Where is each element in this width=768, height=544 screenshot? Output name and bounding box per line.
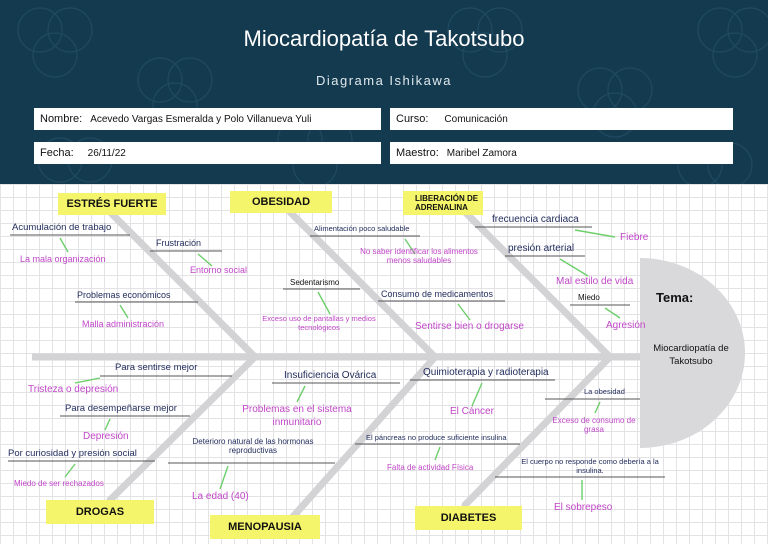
category-estres-fuerte: ESTRÉS FUERTE [58, 193, 166, 215]
nombre-label: Nombre: [40, 113, 83, 125]
cause-sedentarismo: Sedentarismo [290, 278, 340, 287]
nombre-value: Acevedo Vargas Esmeralda y Polo Villanueva Yuli [90, 113, 312, 125]
page-subtitle: Diagrama Ishikawa [315, 73, 453, 88]
cause-consumo-medicamentos: Consumo de medicamentos [381, 289, 494, 299]
tema-label: Tema: [656, 290, 694, 305]
category-obesidad: OBESIDAD [230, 191, 332, 213]
category-diabetes: DIABETES [415, 506, 522, 530]
subcause-el-cancer: El Cáncer [450, 406, 494, 417]
cause-curiosidad-presion-social: Por curiosidad y presión social [8, 448, 137, 459]
subcause-la-edad: La edad (40) [192, 491, 249, 502]
subcause-sentirse-bien: Sentirse bien o drogarse [415, 321, 524, 332]
subcause-fiebre: Fiebre [620, 232, 649, 243]
curso-value: Comunicación [444, 113, 508, 125]
cause-para-desempenarse-mejor: Para desempeñarse mejor [65, 403, 177, 414]
cause-quimioterapia-radioterapia: Quimioterapia y radioterapia [423, 367, 549, 378]
subcause-no-saber-identificar: No saber identificar los alimentos menos saludables [360, 247, 478, 266]
subcause-tristeza-depresion: Tristeza o depresión [28, 384, 119, 395]
subcause-sistema-inmunitario: Problemas en el sistema inmunitario [242, 404, 352, 428]
fecha-label: Fecha: [40, 147, 74, 159]
cause-deterioro-hormonas: Deterioro natural de las hormonas reproductivas [192, 437, 314, 456]
cause-problemas-economicos: Problemas económicos [77, 290, 171, 300]
subcause-malla-administracion: Malla administración [82, 319, 165, 329]
subcause-mala-organizacion: La mala organización [20, 254, 106, 264]
category-liberacion-adrenalina: LIBERACIÓN DE ADRENALINA [403, 191, 483, 215]
maestro-value: Maribel Zamora [446, 147, 517, 159]
cause-acumulacion-trabajo: Acumulación de trabajo [12, 222, 112, 233]
subcause-exceso-grasa: Exceso de consumo de grasa [552, 416, 636, 435]
category-menopausia: MENOPAUSIA [210, 515, 320, 539]
cause-insuficiencia-ovarica: Insuficiencia Ovárica [284, 370, 377, 381]
subcause-falta-actividad-fisica: Falta de actividad Física [387, 463, 474, 472]
subcause-mal-estilo-vida: Mal estilo de vida [556, 276, 634, 287]
cause-presion-arterial: presión arterial [508, 243, 575, 254]
cause-pancreas-insulina: El páncreas no produce suficiente insulina [366, 433, 507, 442]
cause-miedo: Miedo [578, 293, 600, 302]
cause-para-sentirse-mejor: Para sentirse mejor [115, 362, 198, 373]
cause-frecuencia-cardiaca: frecuencia cardiaca [492, 214, 579, 225]
subcause-entorno-social: Entorno social [190, 265, 248, 275]
subcause-el-sobrepeso: El sobrepeso [554, 502, 613, 513]
cause-cuerpo-no-responde: El cuerpo no responde como debería a la insulina. [521, 457, 659, 475]
cause-frustracion: Frustración [156, 238, 202, 248]
subcause-depresion: Depresión [83, 431, 129, 442]
subcause-agresion: Agresión [606, 320, 646, 331]
tema-value: Miocardiopatía de Takotsubo [653, 343, 729, 367]
page-title: Miocardiopatía de Takotsubo [243, 26, 525, 51]
cause-alimentacion-poco-saludable: Alimentación poco saludable [314, 224, 410, 233]
fecha-value: 26/11/22 [87, 147, 126, 159]
maestro-label: Maestro: [396, 147, 439, 159]
curso-label: Curso: [396, 113, 429, 125]
subcause-miedo-rechazados: Miedo de ser rechazados [14, 479, 104, 488]
cause-la-obesidad: La obesidad [584, 387, 625, 396]
subcause-exceso-pantallas: Exceso uso de pantallas y medios tecnológicos [262, 314, 376, 332]
category-drogas: DROGAS [46, 500, 154, 524]
